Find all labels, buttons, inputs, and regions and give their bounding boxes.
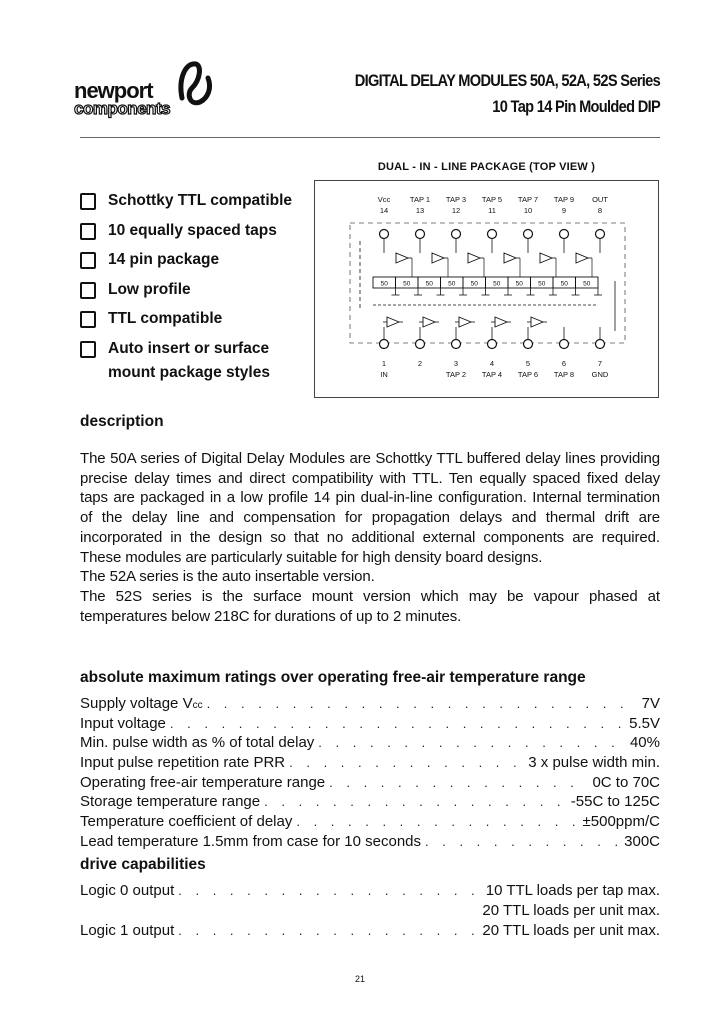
- rating-value: 40%: [629, 734, 660, 752]
- top-pin-number: 11: [488, 206, 496, 215]
- bottom-pin-label: TAP 2: [445, 370, 467, 379]
- rating-label: Min. pulse width as % of total delay: [80, 734, 315, 752]
- rating-label: Operating free-air temperature range: [80, 773, 326, 791]
- top-pin-number: 12: [451, 206, 461, 215]
- drive-heading: drive capabilities: [80, 856, 206, 873]
- leader-dots: [178, 881, 481, 901]
- top-pin-circle: [380, 230, 389, 239]
- package-diagram-title: DUAL - IN - LINE PACKAGE (TOP VIEW ): [377, 161, 596, 173]
- drive-table: [80, 881, 660, 941]
- top-pin-number: 13: [415, 206, 425, 215]
- checkbox-icon: [80, 223, 96, 240]
- bottom-pin-label: GND: [591, 370, 609, 379]
- top-pin-number: 8: [597, 206, 603, 215]
- buffer-triangle: [576, 253, 588, 263]
- top-pin-circle: [488, 230, 497, 239]
- rating-label: Temperature coefficient of delay: [80, 813, 293, 831]
- top-pin-circle: [596, 230, 605, 239]
- leader-dots: [178, 921, 478, 941]
- buffer-triangle: [459, 317, 471, 327]
- rating-value: 0C to 70C: [592, 773, 660, 791]
- header-divider: [80, 137, 660, 138]
- top-pin-label: TAP 7: [517, 195, 539, 204]
- checkbox-icon: [80, 341, 96, 358]
- feature-item-continued: mount package styles: [108, 364, 270, 381]
- bottom-pin-circle: [488, 340, 497, 349]
- buffer-triangle: [432, 253, 444, 263]
- rating-value: 7V: [641, 695, 660, 712]
- package-diagram: [314, 180, 659, 398]
- feature-item: 14 pin package: [80, 245, 292, 275]
- delay-segment-label: 50: [515, 280, 523, 288]
- checkbox-icon: [80, 311, 96, 328]
- delay-segment-label: 50: [583, 280, 591, 288]
- top-pin-label: TAP 3: [445, 195, 467, 204]
- leader-dots: [425, 832, 620, 852]
- delay-segment-label: 50: [425, 280, 433, 288]
- bottom-pin-circle: [452, 340, 461, 349]
- delay-segment-label: 50: [470, 280, 478, 288]
- leader-dots: [289, 753, 524, 773]
- rating-row: [80, 694, 660, 714]
- feature-item: TTL compatible: [80, 304, 292, 334]
- bottom-pin-circle: [596, 340, 605, 349]
- top-pin-circle: [560, 230, 569, 239]
- delay-segment-label: 50: [380, 280, 388, 288]
- drive-row-logic0-cont: 20 TTL loads per unit max.: [482, 902, 660, 919]
- drive-row-logic0: Logic 0 output . . . 10 TTL loads per tap max.: [80, 881, 660, 901]
- bottom-pin-number: 2: [417, 359, 423, 368]
- rating-value: 3 x pulse width min.: [528, 754, 660, 772]
- drive-row-logic1: Logic 1 output . . . 20 TTL loads per unit max.: [80, 921, 660, 941]
- buffer-triangle: [387, 317, 399, 327]
- feature-item: Auto insert or surface: [80, 334, 292, 364]
- rating-row: [80, 792, 660, 812]
- rating-row: [80, 714, 660, 734]
- logo-word-newport: newport: [74, 78, 153, 103]
- bottom-pin-number: 4: [489, 359, 495, 368]
- delay-segment-label: 50: [403, 280, 411, 288]
- ratings-heading: absolute maximum ratings over operating free-air temperature range: [80, 669, 586, 686]
- leader-dots: [207, 694, 638, 714]
- rating-value: 5.5V: [629, 714, 660, 732]
- bottom-pin-label: TAP 4: [481, 370, 503, 379]
- feature-item: Low profile: [80, 275, 292, 305]
- rating-row: [80, 832, 660, 852]
- rating-label: Storage temperature range: [80, 793, 261, 811]
- delay-segment-label: 50: [538, 280, 546, 288]
- top-pin-label: OUT: [592, 195, 608, 204]
- rating-label-subscript: cc: [192, 700, 203, 711]
- rating-value: 300C: [624, 832, 660, 850]
- top-pin-number: 10: [523, 206, 533, 215]
- checkbox-icon: [80, 193, 96, 210]
- bottom-pin-number: 7: [597, 359, 603, 368]
- newport-logo-mark: [74, 58, 224, 120]
- title-line-2: 10 Tap 14 Pin Moulded DIP: [492, 97, 660, 116]
- buffer-triangle: [423, 317, 435, 327]
- bottom-pin-circle: [524, 340, 533, 349]
- rating-value: -55C to 125C: [570, 793, 660, 811]
- rating-row: [80, 733, 660, 753]
- rating-row: [80, 773, 660, 793]
- leader-dots: [329, 773, 588, 793]
- description-para-2: The 52A series is the auto insertable version.: [80, 568, 375, 586]
- buffer-triangle: [396, 253, 408, 263]
- buffer-triangle: [531, 317, 543, 327]
- buffer-triangle: [495, 317, 507, 327]
- description-body: [80, 449, 660, 626]
- buffer-triangle: [504, 253, 516, 263]
- description-para-3: The 52S series is the surface mount version which may be vapour phased at temperatures below 218C for durations of up to 2 minutes.: [80, 587, 660, 625]
- description-para-1: The 50A series of Digital Delay Modules are Schottky TTL buffered delay lines providing precise delay times and direct compatibility with TTL. Ten equally spaced fixed delay taps are packaged in a low profile 14 pin dual-in-line configuration. Internal termination of the delay line and compensation for propagation delays and thermal drift are incorporated in the design so that no additional external components are required. These modules are particularly suitable for high density board designs.: [80, 450, 660, 566]
- rating-label: Lead temperature 1.5mm from case for 10 seconds: [80, 832, 422, 850]
- top-pin-number: 14: [379, 206, 389, 215]
- leader-dots: [264, 792, 567, 812]
- bottom-pin-label: TAP 6: [517, 370, 539, 379]
- bottom-pin-circle: [560, 340, 569, 349]
- checkbox-icon: [80, 282, 96, 299]
- logo-word-components: components: [74, 99, 171, 118]
- top-pin-label: Vcc: [377, 195, 391, 204]
- ratings-table: [80, 694, 660, 852]
- feature-list: [80, 186, 292, 383]
- bottom-pin-number: 5: [525, 359, 531, 368]
- page-title: [305, 68, 660, 120]
- delay-segment-label: 50: [448, 280, 456, 288]
- leader-dots: [296, 812, 578, 832]
- bottom-pin-label: IN: [380, 370, 388, 379]
- top-pin-label: TAP 1: [409, 195, 431, 204]
- feature-item: 10 equally spaced taps: [80, 216, 292, 246]
- rating-value: ±500ppm/C: [582, 813, 660, 831]
- title-line-1: DIGITAL DELAY MODULES 50A, 52A, 52S Series: [354, 71, 660, 90]
- top-pin-label: TAP 9: [553, 195, 575, 204]
- delay-segment-label: 50: [493, 280, 501, 288]
- rating-label: Input voltage: [80, 714, 166, 732]
- description-heading: description: [80, 413, 164, 430]
- checkbox-icon: [80, 252, 96, 269]
- top-pin-circle: [524, 230, 533, 239]
- rating-row: [80, 753, 660, 773]
- bottom-pin-label: TAP 8: [553, 370, 575, 379]
- rating-label: Supply voltage V: [80, 695, 193, 712]
- rating-row: [80, 812, 660, 832]
- package-diagram-svg: [315, 181, 658, 397]
- leader-dots: [170, 714, 625, 734]
- bottom-pin-number: 3: [453, 359, 459, 368]
- top-pin-number: 9: [561, 206, 567, 215]
- top-pin-circle: [416, 230, 425, 239]
- top-pin-circle: [452, 230, 461, 239]
- bottom-pin-circle: [416, 340, 425, 349]
- bottom-pin-number: 6: [561, 359, 567, 368]
- page-number: 21: [354, 974, 365, 984]
- delay-segment-label: 50: [560, 280, 568, 288]
- buffer-triangle: [540, 253, 552, 263]
- buffer-triangle: [468, 253, 480, 263]
- rating-label: Input pulse repetition rate PRR: [80, 754, 286, 772]
- feature-item: Schottky TTL compatible: [80, 186, 292, 216]
- leader-dots: [318, 733, 626, 753]
- newport-components-logo: [74, 58, 224, 120]
- top-pin-label: TAP 5: [481, 195, 503, 204]
- bottom-pin-circle: [380, 340, 389, 349]
- bottom-pin-number: 1: [381, 359, 387, 368]
